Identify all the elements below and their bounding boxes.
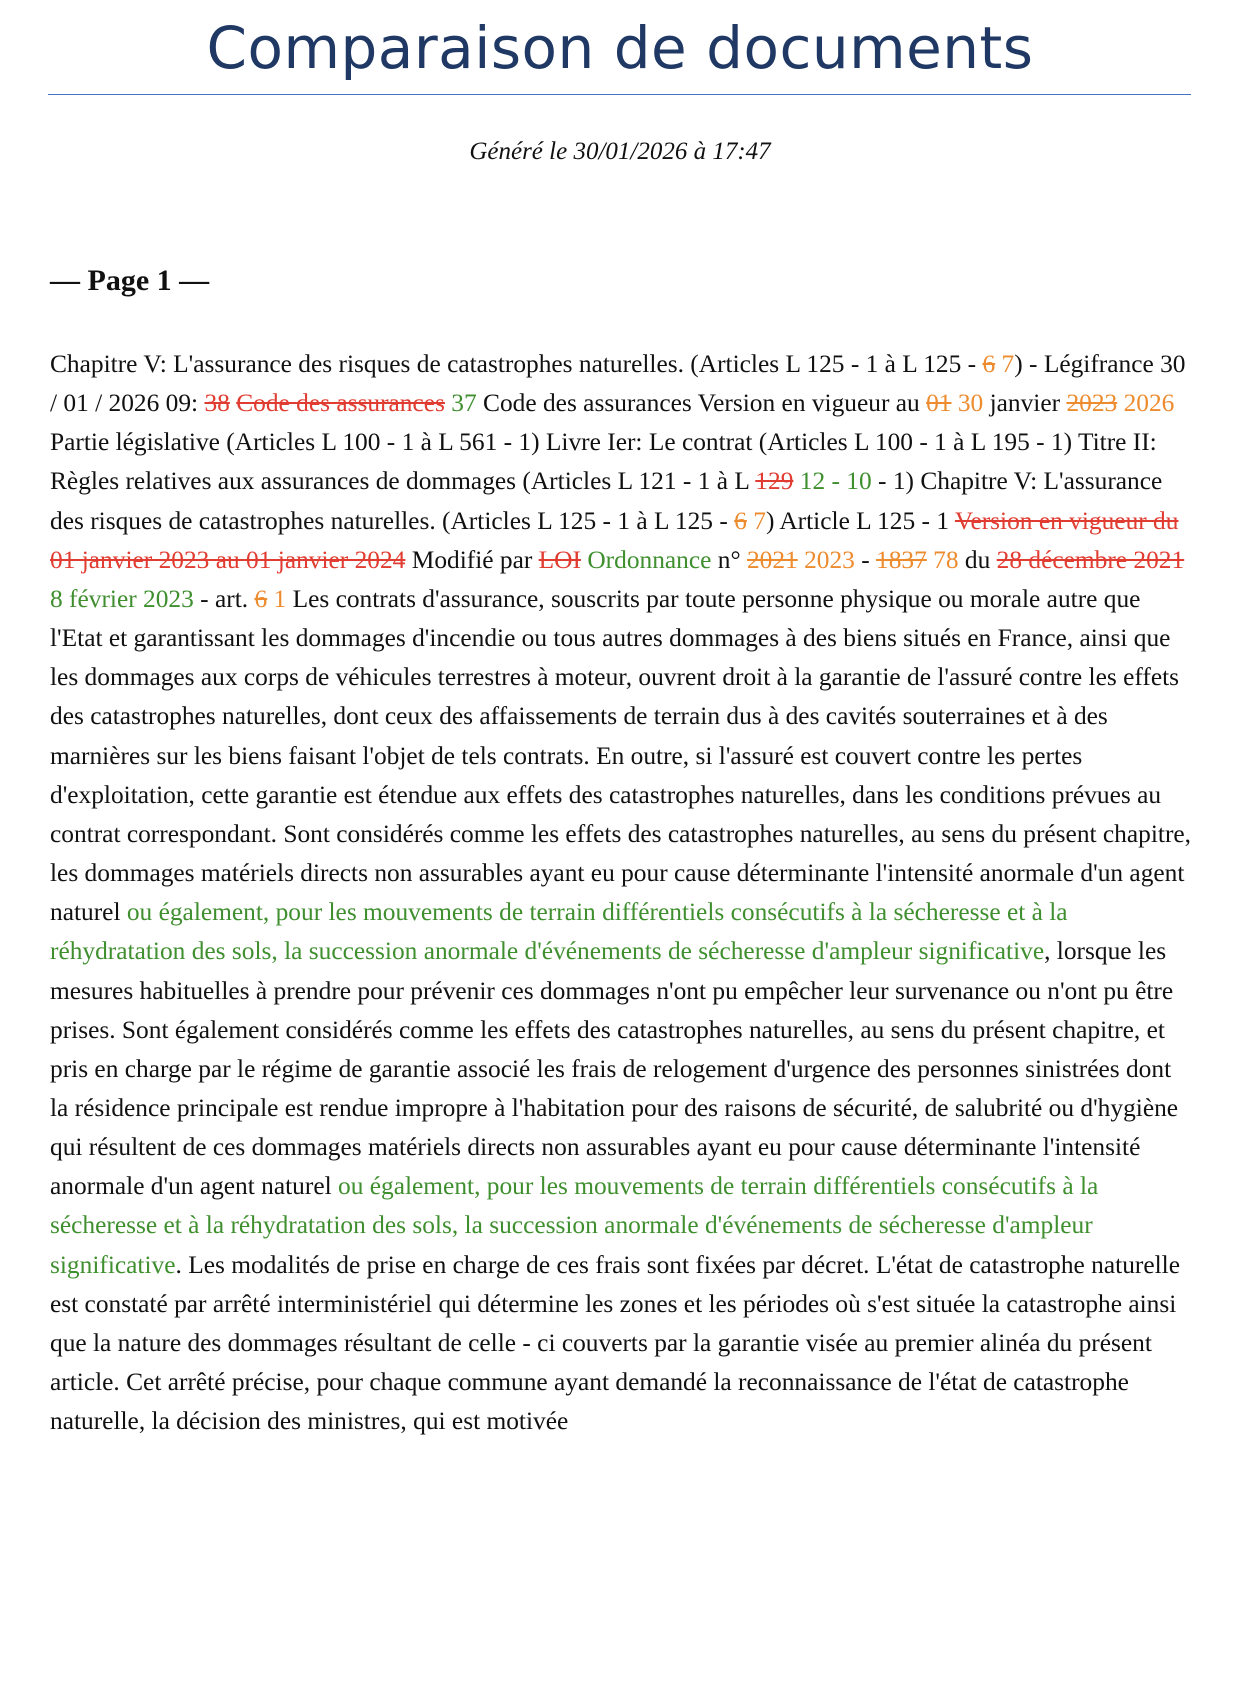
unchanged-text: ) - Légifrance 30 / 01 / 2026 09: <box>50 350 1186 418</box>
replaced-new-text: 2026 <box>1123 389 1175 418</box>
unchanged-text: n° <box>711 545 747 574</box>
unchanged-text: du <box>958 545 997 574</box>
unchanged-text: - 1) Chapitre V: L'assurance des risques de catastrophes naturelles. (Articles L 125 - 1 à L 125 - <box>50 467 1163 535</box>
deleted-text: 129 <box>755 467 794 496</box>
inserted-text: Ordonnance <box>587 545 712 574</box>
replaced-old-text: 6 <box>734 506 747 535</box>
unchanged-text: Code des assurances Version en vigueur au <box>476 389 927 418</box>
replaced-new-text: 1 <box>273 584 287 613</box>
unchanged-text: Partie législative (Articles L 100 - 1 à L 561 - 1) Livre Ier: Le contrat (Articles L 100 - 1 à L 195 - 1) Titre II: Règles relatives aux assurances de dommages (Articles L 121 - 1 à L <box>50 428 1157 496</box>
deleted-text: 28 décembre 2021 <box>996 545 1185 574</box>
inserted-text: 12 - 10 <box>799 467 872 496</box>
replaced-new-text: 78 <box>933 545 959 574</box>
title-divider <box>48 94 1191 95</box>
replaced-old-text: 6 <box>982 350 996 378</box>
unchanged-text: Modifié par <box>405 545 539 574</box>
replaced-new-text: 7 <box>753 506 766 535</box>
replaced-new-text: 2023 <box>804 545 855 574</box>
replaced-old-text: 1837 <box>876 545 927 574</box>
unchanged-text: Les contrats d'assurance, souscrits par toute personne physique ou morale autre que l'Etat et garantissant les dommages d'incendie ou tous autres dommages à des biens situés en France, ainsi que les dommages aux corps de véhicules terrestres à moteur, ouvrent droit à la garantie de l'assuré contre les effets des catastrophes naturelles, dont ceux des affaissements de terrain dus à des cavités souterraines et à des marnières sur les biens faisant l'objet de tels contrats. En outre, si l'assuré est couvert contre les pertes d'exploitation, cette garantie est étendue aux effets des catastrophes naturelles, dans les conditions prévues au contrat correspondant. Sont considérés comme les effets des catastrophes naturelles, au sens du présent chapitre, les dommages matériels directs non assurables ayant eu pour cause déterminante l'intensité anormale d'un agent naturel <box>50 584 1192 927</box>
replaced-new-text: 7 <box>1001 350 1015 378</box>
replaced-old-text: 2023 <box>1066 389 1118 418</box>
inserted-text: 37 <box>451 389 477 418</box>
deleted-text: Version en vigueur du 01 janvier 2023 au 01 janvier 2024 <box>50 506 1179 574</box>
unchanged-text: ) Article L 125 - 1 <box>765 506 955 535</box>
replaced-old-text: 6 <box>254 584 268 613</box>
generated-timestamp: Généré le 30/01/2026 à 17:47 <box>469 138 771 165</box>
comparison-body-text <box>50 345 1195 1441</box>
deleted-text: LOI <box>538 545 581 574</box>
replaced-old-text: 2021 <box>746 545 798 574</box>
inserted-text: 8 février 2023 <box>50 584 194 613</box>
unchanged-text: Chapitre V: L'assurance des risques de catastrophes naturelles. (Articles L 125 - 1 à L 125 - <box>50 350 983 378</box>
deleted-text: 38 <box>204 389 230 418</box>
unchanged-text: , lorsque les mesures habituelles à prendre pour prévenir ces dommages n'ont pu empêcher leur survenance ou n'ont pu être prises. Sont également considérés comme les effets des catastrophes naturelles, au sens du présent chapitre, et pris en charge par le régime de garantie associé les frais de relogement d'urgence des personnes sinistrées dont la résidence principale est rendue impropre à l'habitation pour des raisons de sécurité, de salubrité ou d'hygiène qui résultent de ces dommages matériels directs non assurables ayant eu pour cause déterminante l'intensité anormale d'un agent naturel <box>50 937 1179 1201</box>
inserted-text: ou également, pour les mouvements de terrain différentiels consécutifs à la sécheresse et à la réhydratation des sols, la succession anormale d'événements de sécheresse d'ampleur significative <box>50 1172 1099 1279</box>
unchanged-text: . Les modalités de prise en charge de ces frais sont fixées par décret. L'état de catastrophe naturelle est constaté par arrêté interministériel qui détermine les zones et les périodes où s'est située la catastrophe ainsi que la nature des dommages résultant de celle - ci couverts par la garantie visée au premier alinéa du présent article. Cet arrêté précise, pour chaque commune ayant demandé la reconnaissance de l'état de catastrophe naturelle, la décision des ministres, qui est motivée <box>50 1250 1180 1436</box>
unchanged-text: janvier <box>983 389 1067 418</box>
document-title: Comparaison de documents <box>206 14 1034 82</box>
deleted-text: Code des assurances <box>236 389 445 418</box>
unchanged-text: - <box>854 545 877 574</box>
page-heading: — Page 1 — <box>50 264 210 297</box>
inserted-text: ou également, pour les mouvements de terrain différentiels consécutifs à la sécheresse et à la réhydratation des sols, la succession anormale d'événements de sécheresse d'ampleur significative <box>50 898 1068 966</box>
replaced-new-text: 30 <box>957 389 984 418</box>
unchanged-text: - art. <box>193 584 255 613</box>
replaced-old-text: 01 <box>926 389 952 418</box>
